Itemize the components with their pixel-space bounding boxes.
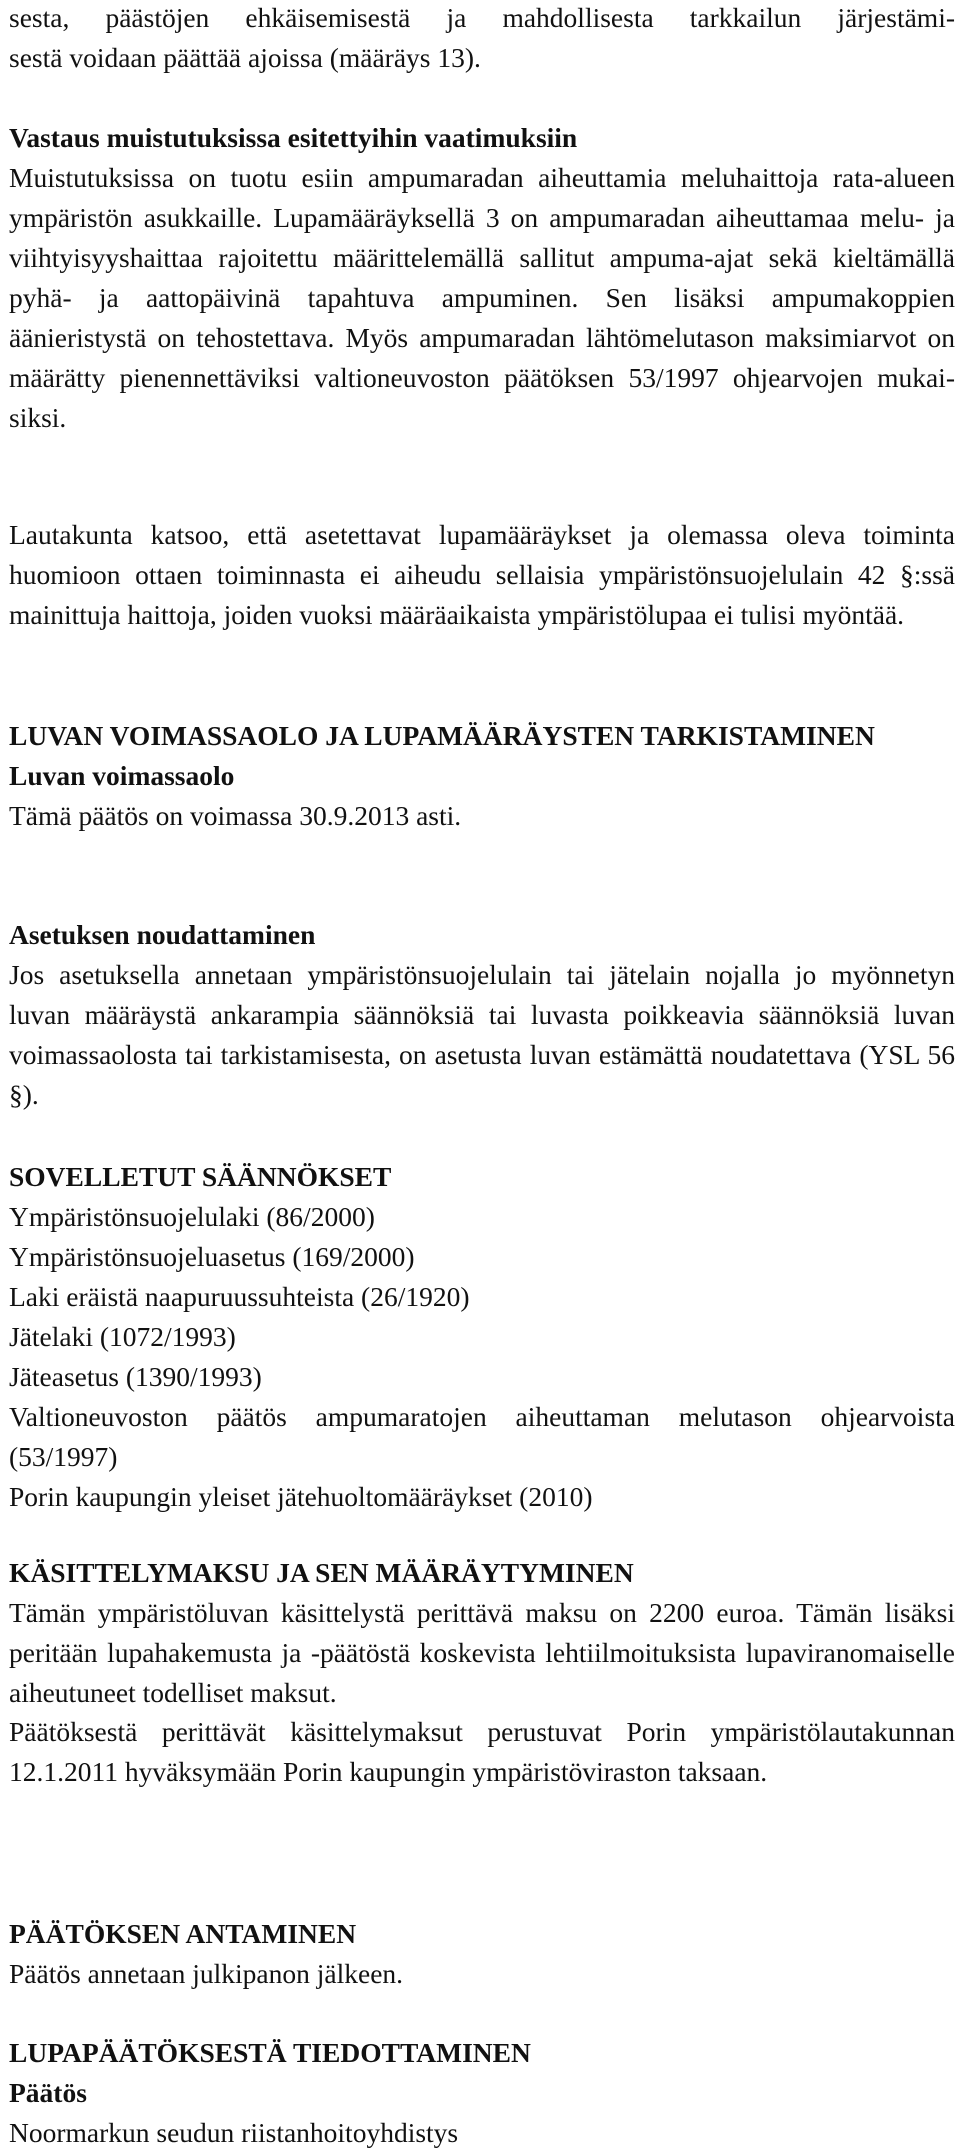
regulation-item: Porin kaupungin yleiset jätehuoltomääräykset (2010) — [9, 1481, 593, 1512]
regulation-item: Ympäristönsuojelulaki (86/2000) — [9, 1201, 375, 1232]
regulation-item: Laki eräistä naapuruussuhteista (26/1920) — [9, 1281, 470, 1312]
regulation-item: Jäteasetus (1390/1993) — [9, 1361, 262, 1392]
intro-paragraph — [9, 0, 955, 78]
validity-section — [9, 716, 955, 836]
compliance-body: Jos asetuksella annetaan ympäristönsuojelulain tai jätelain nojalla jo myönnetyn luvan määräystä ankarampia säännöksiä tai luvasta poikkeavia säännöksiä luvan voimassaolosta tai tarkistamisesta, on asetusta luvan estämättä noudatettava (YSL 56 §). — [9, 959, 955, 1110]
response-heading: Vastaus muistutuksissa esitettyihin vaatimuksiin — [9, 122, 578, 153]
fee-section — [9, 1553, 955, 1713]
issuance-body: Päätös annetaan julkipanon jälkeen. — [9, 1958, 404, 1989]
regulation-item: Valtioneuvoston päätös ampumaratojen aiheuttaman melutason ohjearvoista (53/1997) — [9, 1401, 955, 1472]
fee-body-2: Päätöksestä perittävät käsittelymaksut perustuvat Porin ympäristölautakunnan 12.1.2011 hyväksymään Porin kaupungin ympäristöviraston taksaan. — [9, 1716, 955, 1787]
validity-body: Tämä päätös on voimassa 30.9.2013 asti. — [9, 800, 462, 831]
notice-subheading: Päätös — [9, 2077, 87, 2108]
fee-basis-paragraph — [9, 1712, 955, 1792]
validity-subheading: Luvan voimassaolo — [9, 760, 235, 791]
issuance-heading: PÄÄTÖKSEN ANTAMINEN — [9, 1918, 357, 1949]
regulation-item: Ympäristönsuojeluasetus (169/2000) — [9, 1241, 415, 1272]
response-section — [9, 118, 955, 438]
notice-section — [9, 2033, 955, 2153]
notice-heading: LUPAPÄÄTÖKSESTÄ TIEDOTTAMINEN — [9, 2037, 531, 2068]
regulation-item: Jätelaki (1072/1993) — [9, 1321, 236, 1352]
applied-regulations-section — [9, 1157, 955, 1517]
fee-body: Tämän ympäristöluvan käsittelystä perittävä maksu on 2200 euroa. Tämän lisäksi peritään lupahakemusta ja -päätöstä koskevista lehtiilmoituksista lupaviranomaiselle aiheutuneet todelliset maksut. — [9, 1597, 955, 1708]
board-body: Lautakunta katsoo, että asetettavat lupamääräykset ja olemassa oleva toiminta huomioon ottaen toiminnasta ei aiheudu sellaisia ympäristönsuojelulain 42 §:ssä mainittuja haittoja, joiden vuoksi määräaikaista ympäristölupaa ei tulisi myöntää. — [9, 519, 955, 630]
intro-line: sestä voidaan päättää ajoissa (määräys 13). — [9, 42, 481, 73]
compliance-section — [9, 915, 955, 1115]
validity-heading: LUVAN VOIMASSAOLO JA LUPAMÄÄRÄYSTEN TARKISTAMINEN — [9, 720, 875, 751]
notice-body: Noormarkun seudun riistanhoitoyhdistys — [9, 2117, 459, 2148]
compliance-heading: Asetuksen noudattaminen — [9, 919, 316, 950]
board-statement — [9, 515, 955, 635]
applied-heading: SOVELLETUT SÄÄNNÖKSET — [9, 1161, 392, 1192]
intro-line: sesta, päästöjen ehkäisemisestä ja mahdollisesta tarkkailun järjestämi- — [9, 2, 955, 33]
response-body: Muistutuksissa on tuotu esiin ampumaradan aiheuttamia meluhaittoja rata-alueen ympäristön asukkaille. Lupamääräyksellä 3 on ampumaradan aiheuttamaa melu- ja viihtyisyyshaittaa rajoitettu määrittelemällä sallitut ampuma-ajat sekä kieltämällä pyhä- ja aattopäivinä tapahtuva ampuminen. Sen lisäksi ampumakoppien äänieristystä on tehostettava. Myös ampumaradan lähtömelutason maksimiarvot on määrätty pienennettäviksi valtioneuvoston päätöksen 53/1997 ohjearvojen mukaisiksi. — [9, 162, 955, 433]
fee-heading: KÄSITTELYMAKSU JA SEN MÄÄRÄYTYMINEN — [9, 1557, 634, 1588]
issuance-section — [9, 1914, 955, 1994]
